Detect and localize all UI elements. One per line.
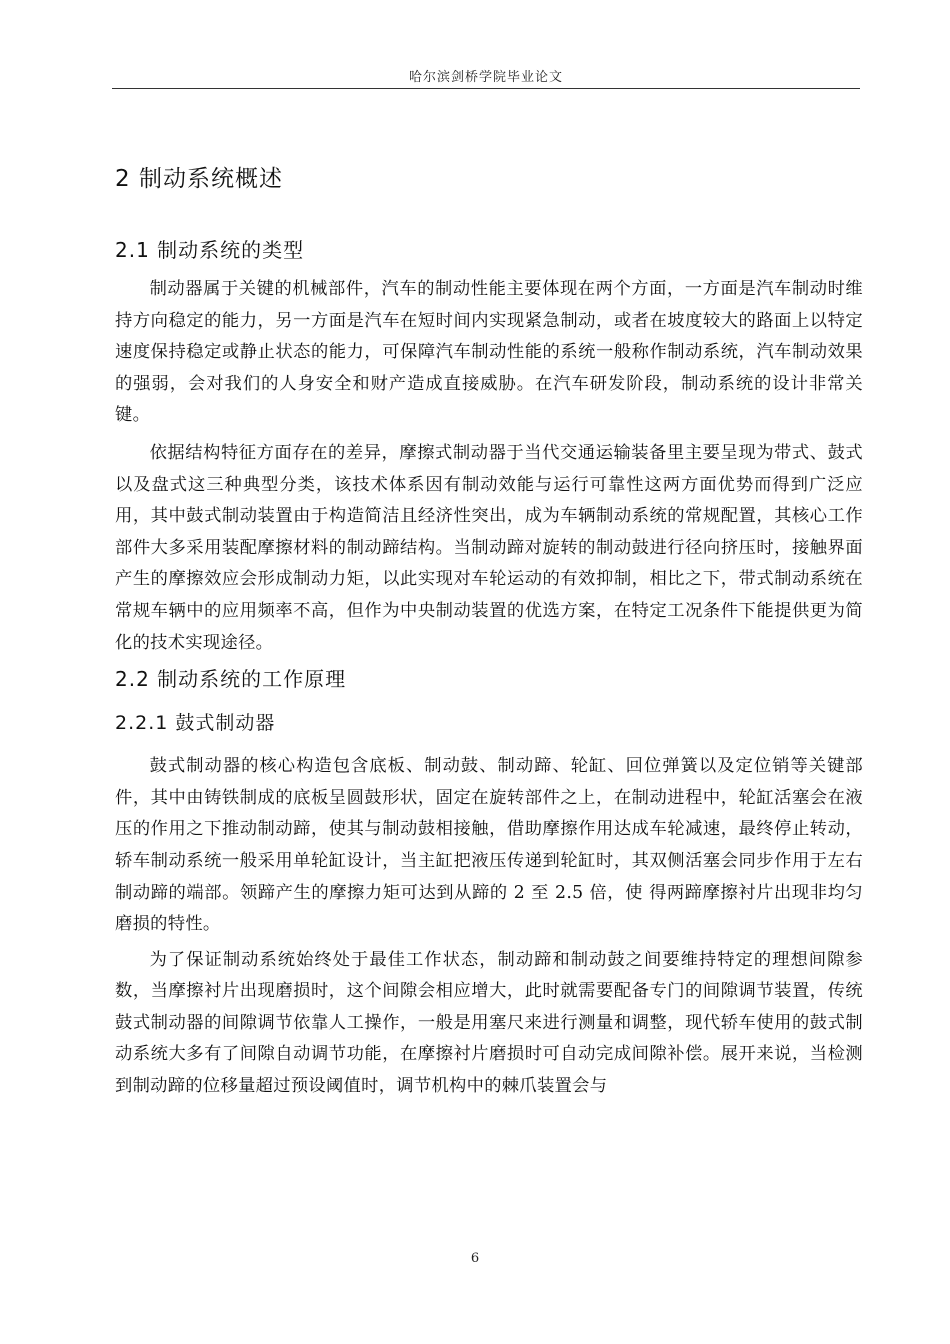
paragraph: 制动器属于关键的机械部件，汽车的制动性能主要体现在两个方面，一方面是汽车制动时维持方向稳定的能力，另一方面是汽车在短时间内实现紧急制动，或者在坡度较大的路面上以特定速度保持稳定或静止状态的能力，可保障汽车制动性能的系统一般称作制动系统，汽车制动效果的强弱，会对我们的人身安全和财产造成直接威胁。在汽车研发阶段，制动系统的设计非常关键。	[115, 279, 863, 426]
paragraph: 为了保证制动系统始终处于最佳工作状态，制动蹄和制动鼓之间要维持特定的理想间隙参数，当摩擦衬片出现磨损时，这个间隙会相应增大，此时就需要配备专门的间隙调节装置，传统鼓式制动器的间隙调节依靠人工操作，一般是用塞尺来进行测量和调整，现代轿车使用的鼓式制动系统大多有了间隙自动调节功能，在摩擦衬片磨损时可自动完成间隙补偿。展开来说，当检测到制动蹄的位移量超过预设阈值时，调节机构中的棘爪装置会与	[115, 949, 863, 1097]
subsection-title-drum-brake: 2.2.1 鼓式制动器	[115, 712, 276, 735]
chapter-title: 2 制动系统概述	[115, 166, 283, 192]
paragraph: 依据结构特征方面存在的差异，摩擦式制动器于当代交通运输装备里主要呈现为带式、鼓式以及盘式这三种典型分类，该技术体系因有制动效能与运行可靠性这两方面优势而得到广泛应用，其中鼓式制动装置由于构造简洁且经济性突出，成为车辆制动系统的常规配置，其核心工作部件大多采用装配摩擦材料的制动蹄结构。当制动蹄对旋转的制动鼓进行径向挤压时，接触界面产生的摩擦效应会形成制动力矩，以此实现对车轮运动的有效抑制，相比之下，带式制动系统在常规车辆中的应用频率不高，但作为中央制动装置的优选方案，在特定工况条件下能提供更为简化的技术实现途径。	[115, 442, 863, 653]
section-title-principle: 2.2 制动系统的工作原理	[115, 667, 347, 692]
page-content	[115, 158, 863, 1103]
header-divider	[112, 88, 860, 89]
paragraph: 鼓式制动器的核心构造包含底板、制动鼓、制动蹄、轮缸、回位弹簧以及定位销等关键部件，其中由铸铁制成的底板呈圆鼓形状，固定在旋转部件之上，在制动进程中，轮缸活塞会在液压的作用之下推动制动蹄，使其与制动鼓相接触，借助摩擦作用达成车轮减速，最终停止转动，轿车制动系统一般采用单轮缸设计，当主缸把液压传递到轮缸时，其双侧活塞会同步作用于左右制动蹄的端部。领蹄产生的摩擦力矩可达到从蹄的 2 至 2.5 倍，使 得两蹄摩擦衬片出现非均匀磨损的特性。	[115, 756, 863, 935]
section-title-types: 2.1 制动系统的类型	[115, 238, 305, 262]
page-number: 6	[470, 1251, 480, 1266]
page-header: 哈尔滨剑桥学院毕业论文	[408, 70, 563, 85]
